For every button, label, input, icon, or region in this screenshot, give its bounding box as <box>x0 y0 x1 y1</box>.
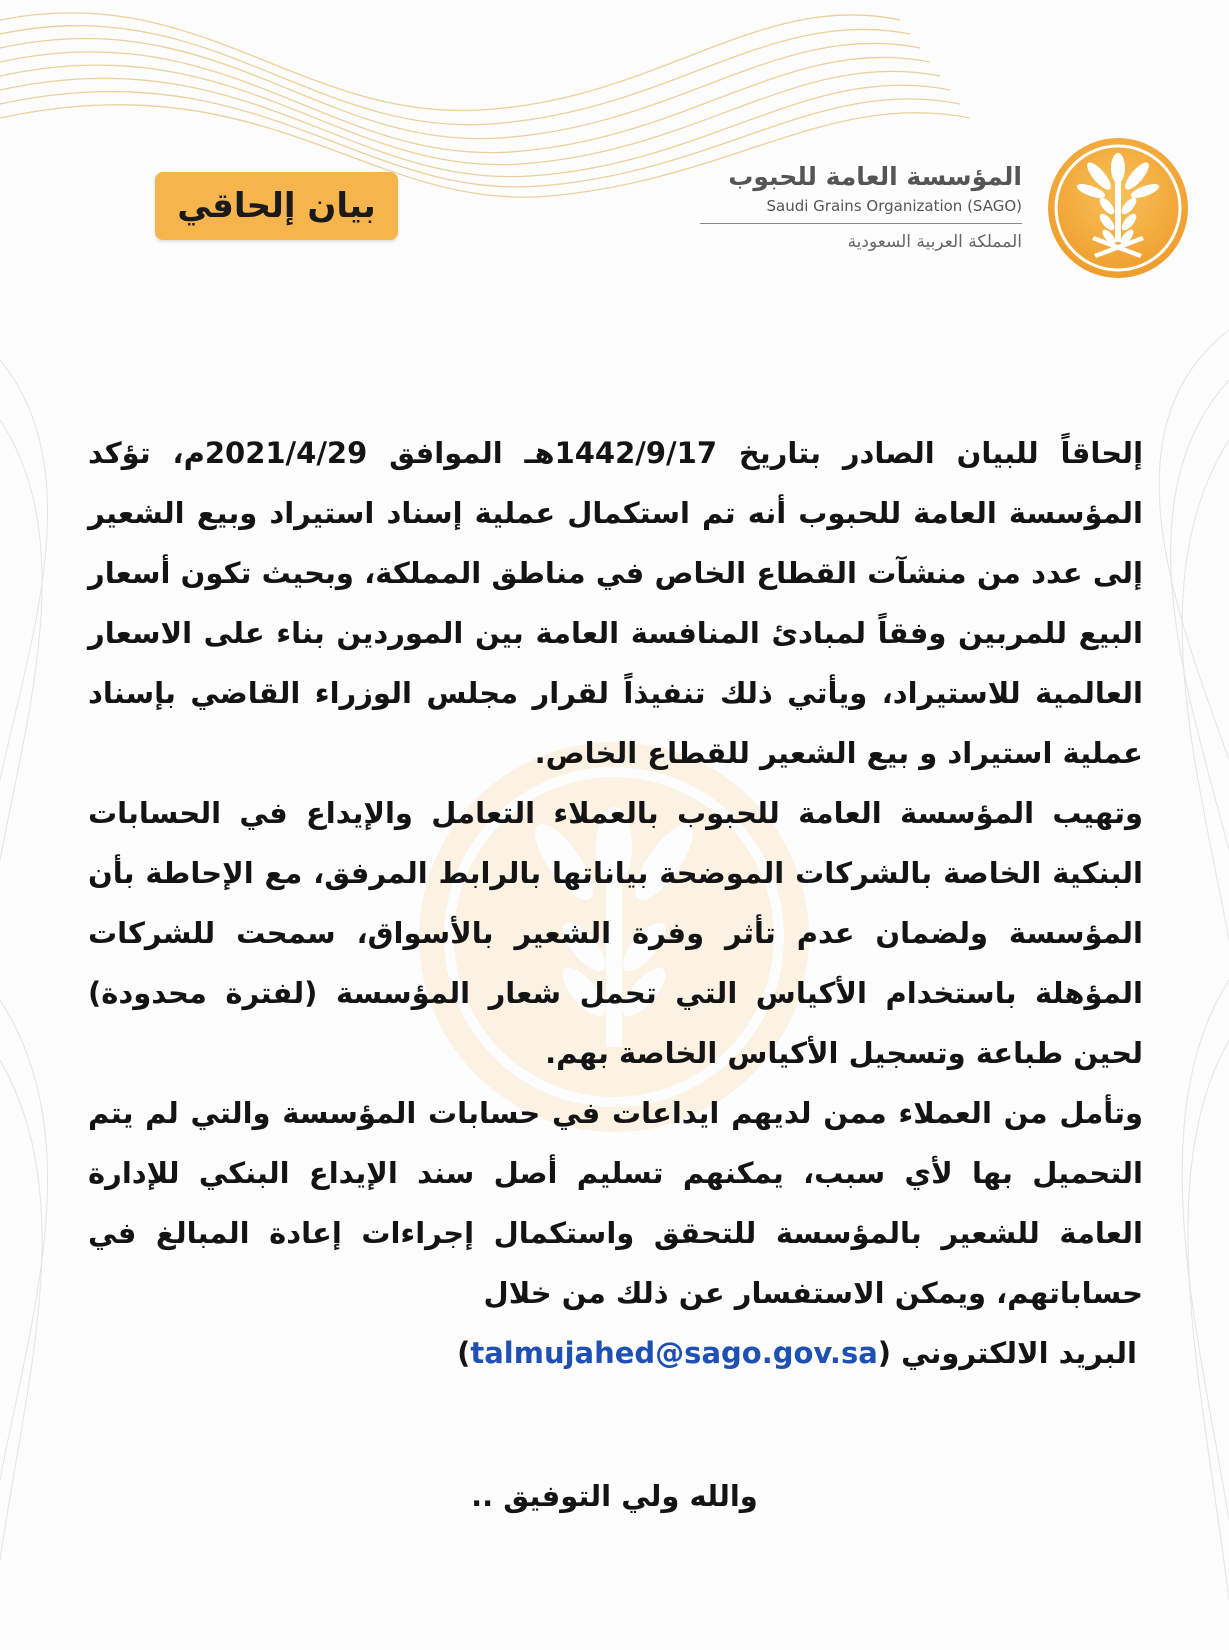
statement-type-badge: بيان إلحاقي <box>155 172 398 240</box>
email-suffix: ) <box>457 1336 471 1370</box>
email-contact-line <box>88 1323 1143 1383</box>
paragraph-refund-request: وتأمل من العملاء ممن لديهم ايداعات في حسابات المؤسسة والتي لم يتم التحميل بها لأي سبب، يمكنهم تسليم أصل سند الإيداع البنكي للإدارة العامة للشعير بالمؤسسة للتحقق واستكمال إجراءات إعادة المبالغ في حساباتهم، ويمكن الاستفسار عن ذلك من خلال <box>88 1096 1143 1310</box>
paragraph-bank-accounts: وتهيب المؤسسة العامة للحبوب بالعملاء التعامل والإيداع في الحسابات البنكية الخاصة بالشركات الموضحة بياناتها بالرابط المرفق، مع الإحاطة بأن المؤسسة ولضمان عدم تأثر وفرة الشعير بالأسواق، سمحت للشركات المؤهلة باستخدام الأكياس التي تحمل شعار المؤسسة (لفترة محدودة) لحين طباعة وتسجيل الأكياس الخاصة بهم. <box>88 796 1143 1070</box>
email-prefix: البريد الالكتروني ( <box>877 1336 1137 1370</box>
logo-divider <box>700 223 1022 224</box>
country-name: المملكة العربية السعودية <box>847 232 1022 252</box>
organization-name-english: Saudi Grains Organization (SAGO) <box>766 197 1022 215</box>
organization-logo-text <box>700 160 1022 254</box>
statement-body <box>88 423 1143 1383</box>
organization-name-arabic: المؤسسة العامة للحبوب <box>728 162 1022 191</box>
palm-wheat-emblem-icon <box>1046 136 1190 280</box>
paragraph-completion-notice: إلحاقاً للبيان الصادر بتاريخ 1442/9/17هـ الموافق 2021/4/29م، تؤكد المؤسسة العامة للحبوب أنه تم استكمال عملية إسناد استيراد وبيع الشعير إلى عدد من منشآت القطاع الخاص في مناطق المملكة، وبحيث تكون أسعار البيع للمربين وفقاً لمبادئ المنافسة العامة بين الموردين بناء على الاسعار العالمية للاستيراد، ويأتي ذلك تنفيذاً لقرار مجلس الوزراء القاضي بإسناد عملية استيراد و بيع الشعير للقطاع الخاص. <box>88 436 1144 770</box>
closing-phrase: والله ولي التوفيق .. <box>471 1479 758 1513</box>
contact-email-link[interactable]: talmujahed@sago.gov.sa <box>470 1336 878 1370</box>
